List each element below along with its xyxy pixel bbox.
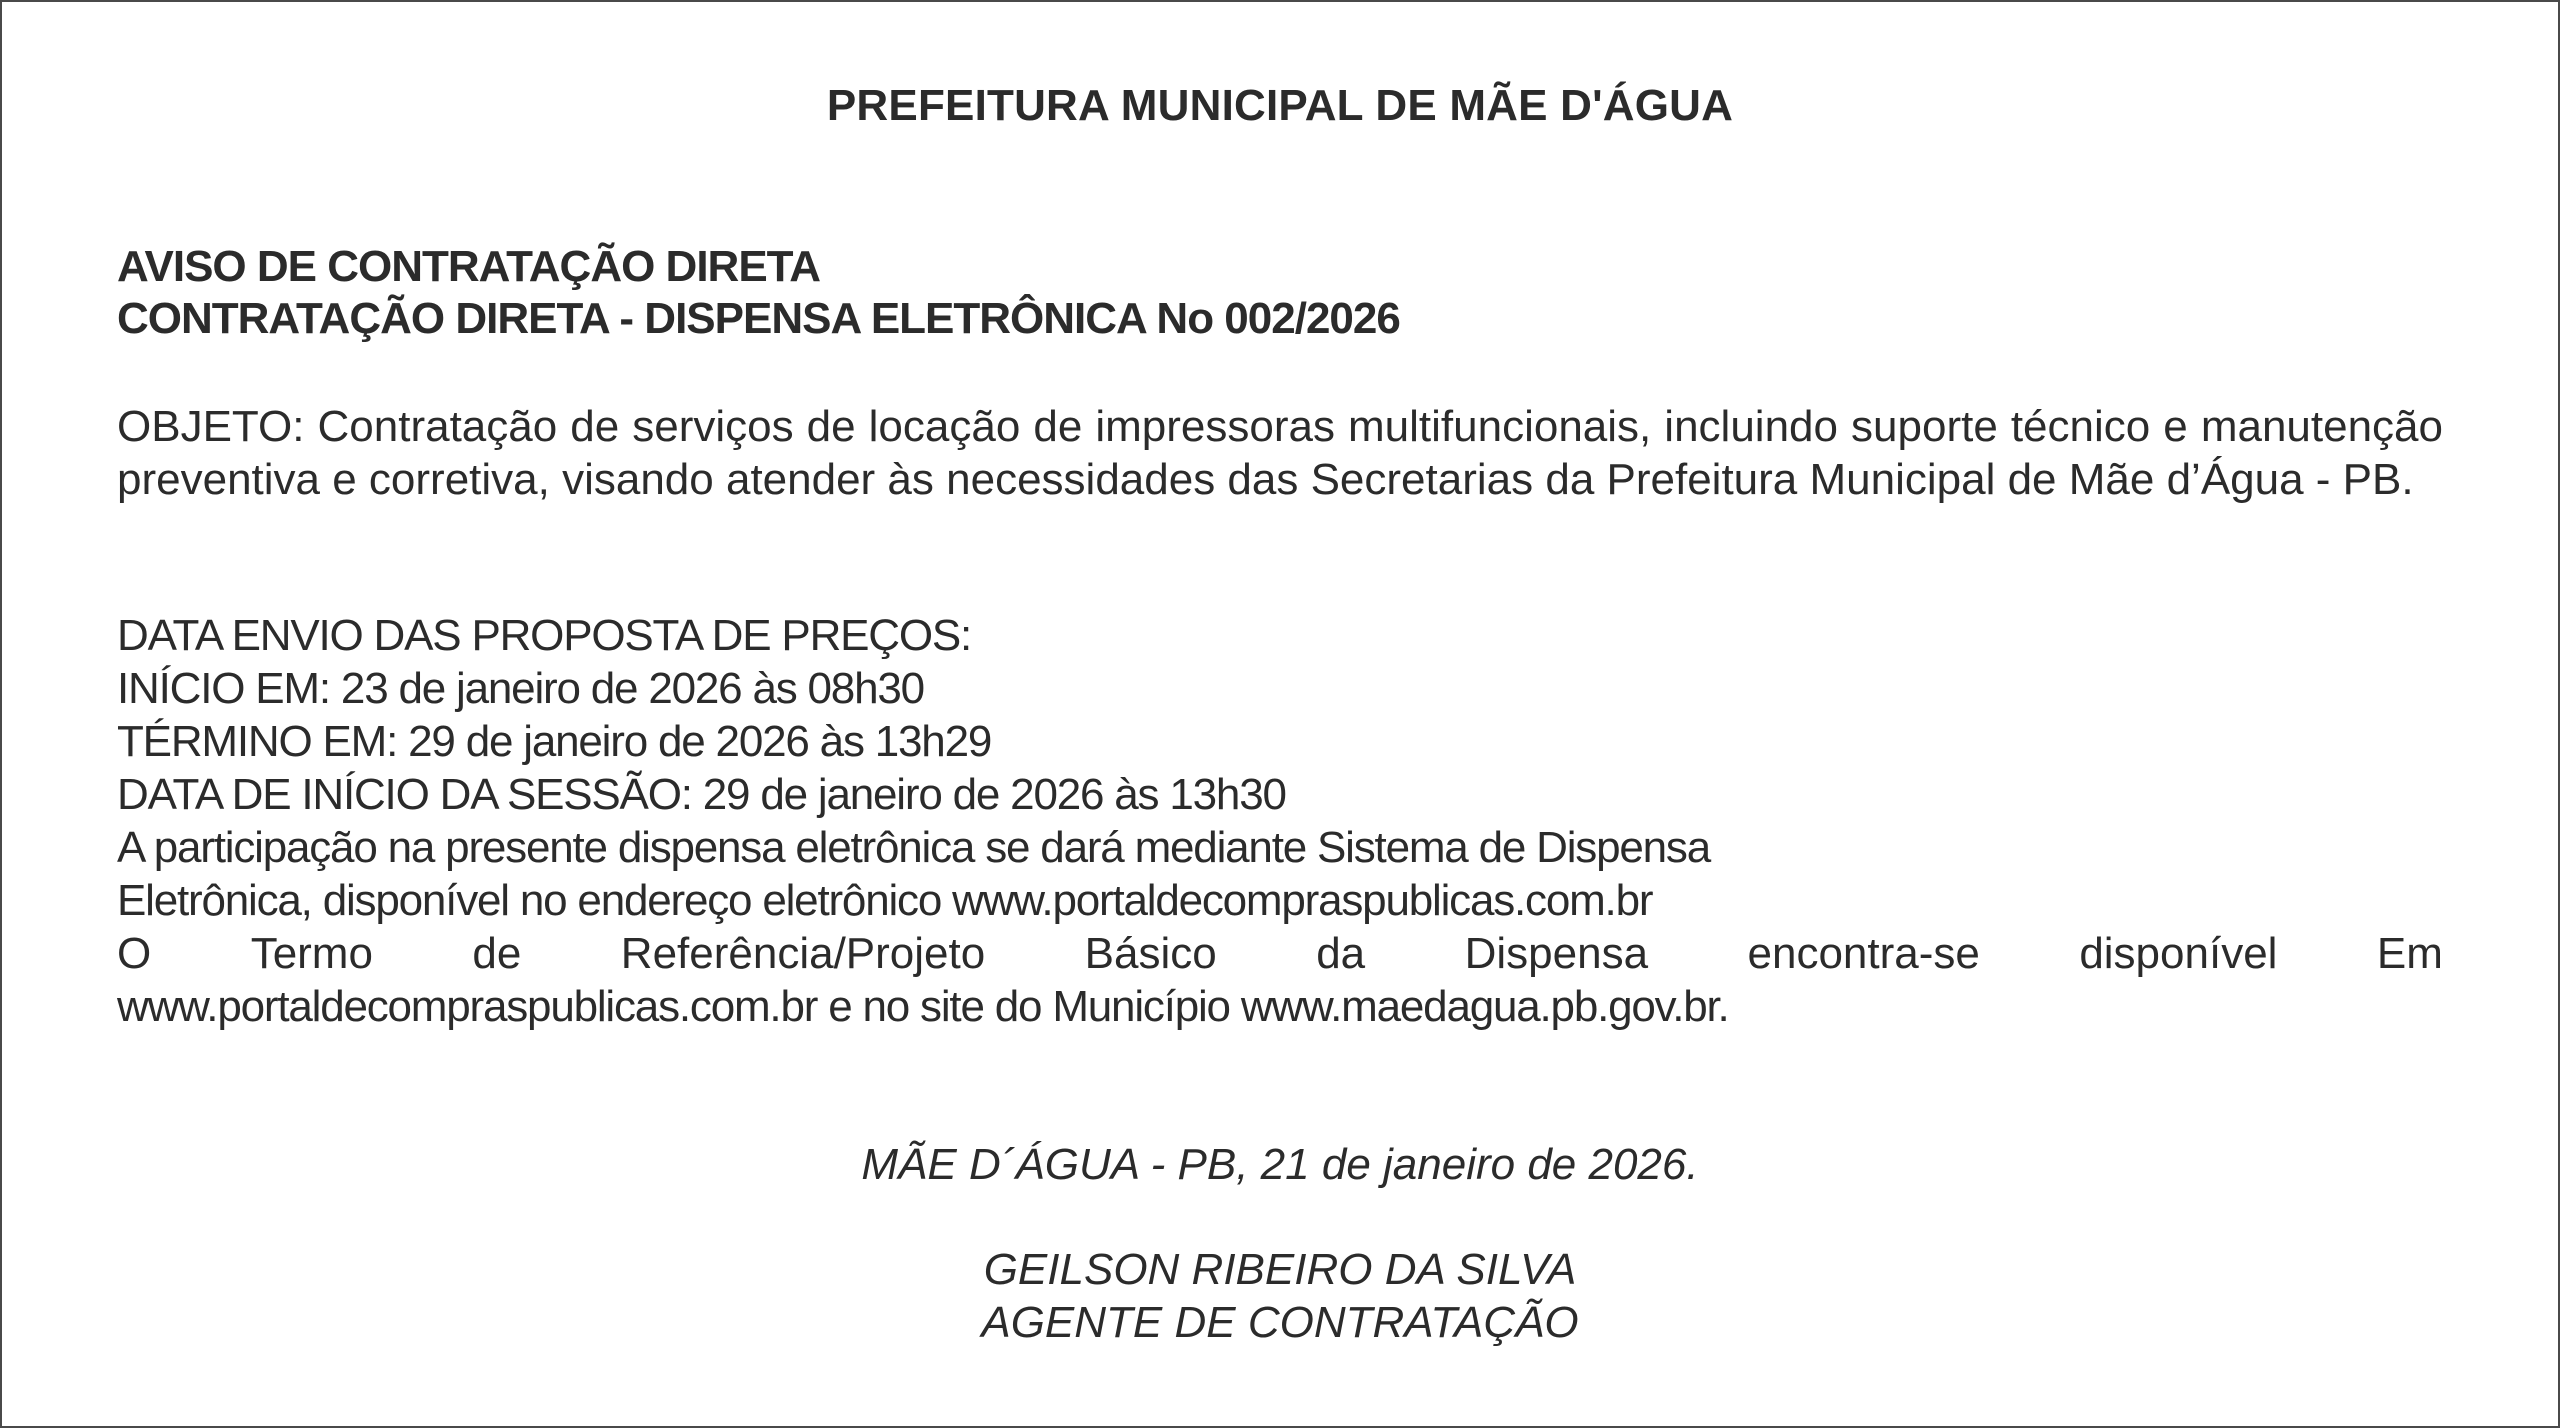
termo-word: Em bbox=[2376, 929, 2443, 978]
termo-word: encontra-se bbox=[1747, 929, 1980, 978]
session-start: DATA DE INÍCIO DA SESSÃO: 29 de janeiro de 2026 às 13h30 bbox=[117, 770, 1286, 819]
termo-word: de bbox=[472, 929, 522, 978]
notice-details bbox=[117, 609, 2443, 1033]
termo-word: Básico bbox=[1084, 929, 1217, 978]
signatory-name: GEILSON RIBEIRO DA SILVA bbox=[983, 1245, 1577, 1294]
signatory-role: AGENTE DE CONTRATAÇÃO bbox=[981, 1298, 1579, 1347]
notice-objeto: OBJETO: Contratação de serviços de locação de impressoras multifuncionais, incluindo suporte técnico e manutenção preventiva e corretiva, visando atender às necessidades das Secretarias da Prefeitura Municipal de Mãe d’Água - PB. bbox=[117, 402, 2443, 504]
notice-heading bbox=[117, 241, 1400, 345]
participation-line-1: A participação na presente dispensa eletrônica se dará mediante Sistema de Dispensa bbox=[117, 823, 1710, 872]
signature-place-date: MÃE D´ÁGUA - PB, 21 de janeiro de 2026. bbox=[861, 1140, 1699, 1189]
termo-line-2: www.portaldecompraspublicas.com.br e no site do Município www.maedagua.pb.gov.br. bbox=[117, 982, 1729, 1031]
notice-subtitle: CONTRATAÇÃO DIRETA - DISPENSA ELETRÔNICA No 002/2026 bbox=[117, 294, 1400, 343]
participation-line-2: Eletrônica, disponível no endereço eletrônico www.portaldecompraspublicas.com.br bbox=[117, 876, 1653, 925]
proposal-heading: DATA ENVIO DAS PROPOSTA DE PREÇOS: bbox=[117, 611, 972, 660]
proposal-end: TÉRMINO EM: 29 de janeiro de 2026 às 13h29 bbox=[117, 717, 992, 766]
termo-line-1 bbox=[117, 927, 2443, 980]
termo-word: Dispensa bbox=[1464, 929, 1649, 978]
termo-word: Referência/Projeto bbox=[620, 929, 986, 978]
signature-block bbox=[117, 1243, 2443, 1349]
termo-word: Termo bbox=[250, 929, 373, 978]
termo-word: O bbox=[117, 929, 152, 978]
termo-word: disponível bbox=[2079, 929, 2278, 978]
termo-word: da bbox=[1316, 929, 1366, 978]
proposal-start: INÍCIO EM: 23 de janeiro de 2026 às 08h30 bbox=[117, 664, 924, 713]
organization-title: PREFEITURA MUNICIPAL DE MÃE D'ÁGUA bbox=[826, 81, 1734, 130]
notice-title: AVISO DE CONTRATAÇÃO DIRETA bbox=[117, 242, 821, 291]
